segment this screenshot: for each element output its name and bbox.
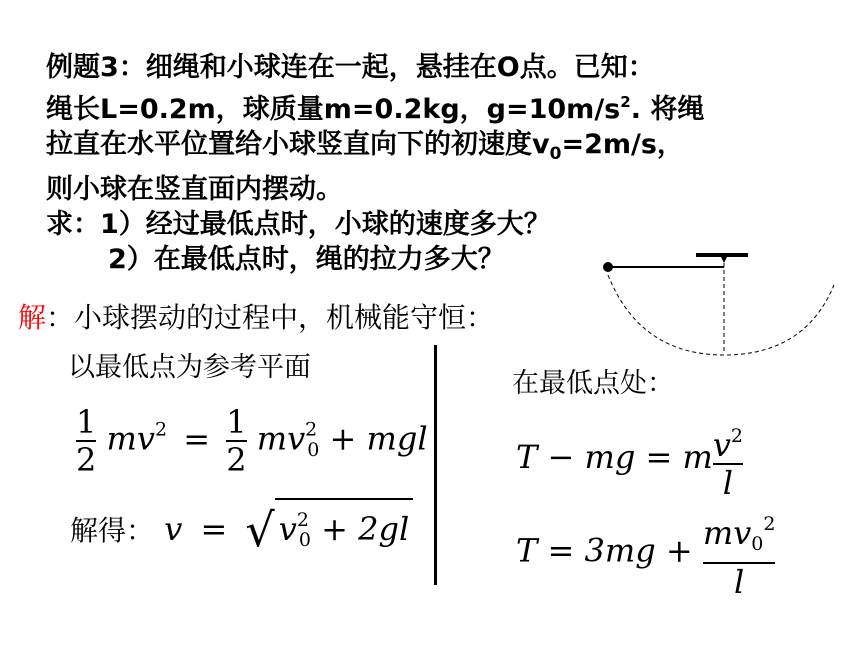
solution-text: ：小球摆动的过程中，机械能守恒： [46,301,495,334]
problem-line-2-tail: . 将绳 [630,94,705,125]
pivot-point [720,255,728,263]
problem-line-2 [46,85,846,127]
tension-lhs-2: T = 3mg + [516,531,693,570]
subscript: 0 [549,144,562,164]
right-heading: 在最低点处： [512,368,674,399]
ball [603,262,613,272]
fraction-v2-over-l: $\frac{v^2}{l}$ [712,425,743,502]
left-heading: 以最低点为参考平面 [68,352,311,383]
tension-equation-2 [516,506,775,600]
pendulum-diagram [600,245,840,360]
column-divider [434,345,437,585]
problem-line-3 [46,127,846,172]
problem-line-3-text: 拉直在水平位置给小球竖直向下的初速度v [46,129,550,160]
radicand: $v^20 + 2gl$ [275,498,414,560]
exponent: 2 [620,93,631,111]
velocity-equation: 解得： v = √ $v^20 + 2gl$ [70,498,413,560]
problem-statement [46,50,846,277]
fraction-half: $\frac{1}{2}$ [76,403,97,479]
energy-equation: $\frac{1}{2}$ $mv^2$ = $\frac{1}{2}$ $mv^20$ + mgl [76,403,428,479]
tension-equation-1: T − mg = m $\frac{v^2}{l}$ [516,418,743,501]
fraction-mv0-over-l: $\frac{mv0^2}{l}$ [702,513,776,601]
sqrt-sign: √ [245,503,275,557]
term-mgl: + mgl [329,419,428,458]
swing-arc [608,275,834,355]
term-mv: mv [106,419,155,458]
solution-label: 解 [18,301,47,334]
question-1: 求：1）经过最低点时，小球的速度多大？ [46,209,551,240]
question-2: 2）在最低点时，绳的拉力多大？ [108,244,505,275]
problem-line-4: 则小球在竖直面内摆动。 [46,174,343,205]
term-mv0: mv [256,419,306,458]
solve-prefix: 解得： [70,514,155,547]
problem-line-3-tail: =2m/s， [561,129,684,160]
problem-line-1: 例题3：细绳和小球连在一起，悬挂在O点。已知： [46,52,655,83]
fraction-half-2: $\frac{1}{2}$ [226,403,247,479]
solution-intro [18,300,494,336]
tension-lhs-1: T − mg = [516,438,673,476]
problem-line-2-text: 绳长L=0.2m，球质量m=0.2kg，g=10m/s [46,94,621,125]
